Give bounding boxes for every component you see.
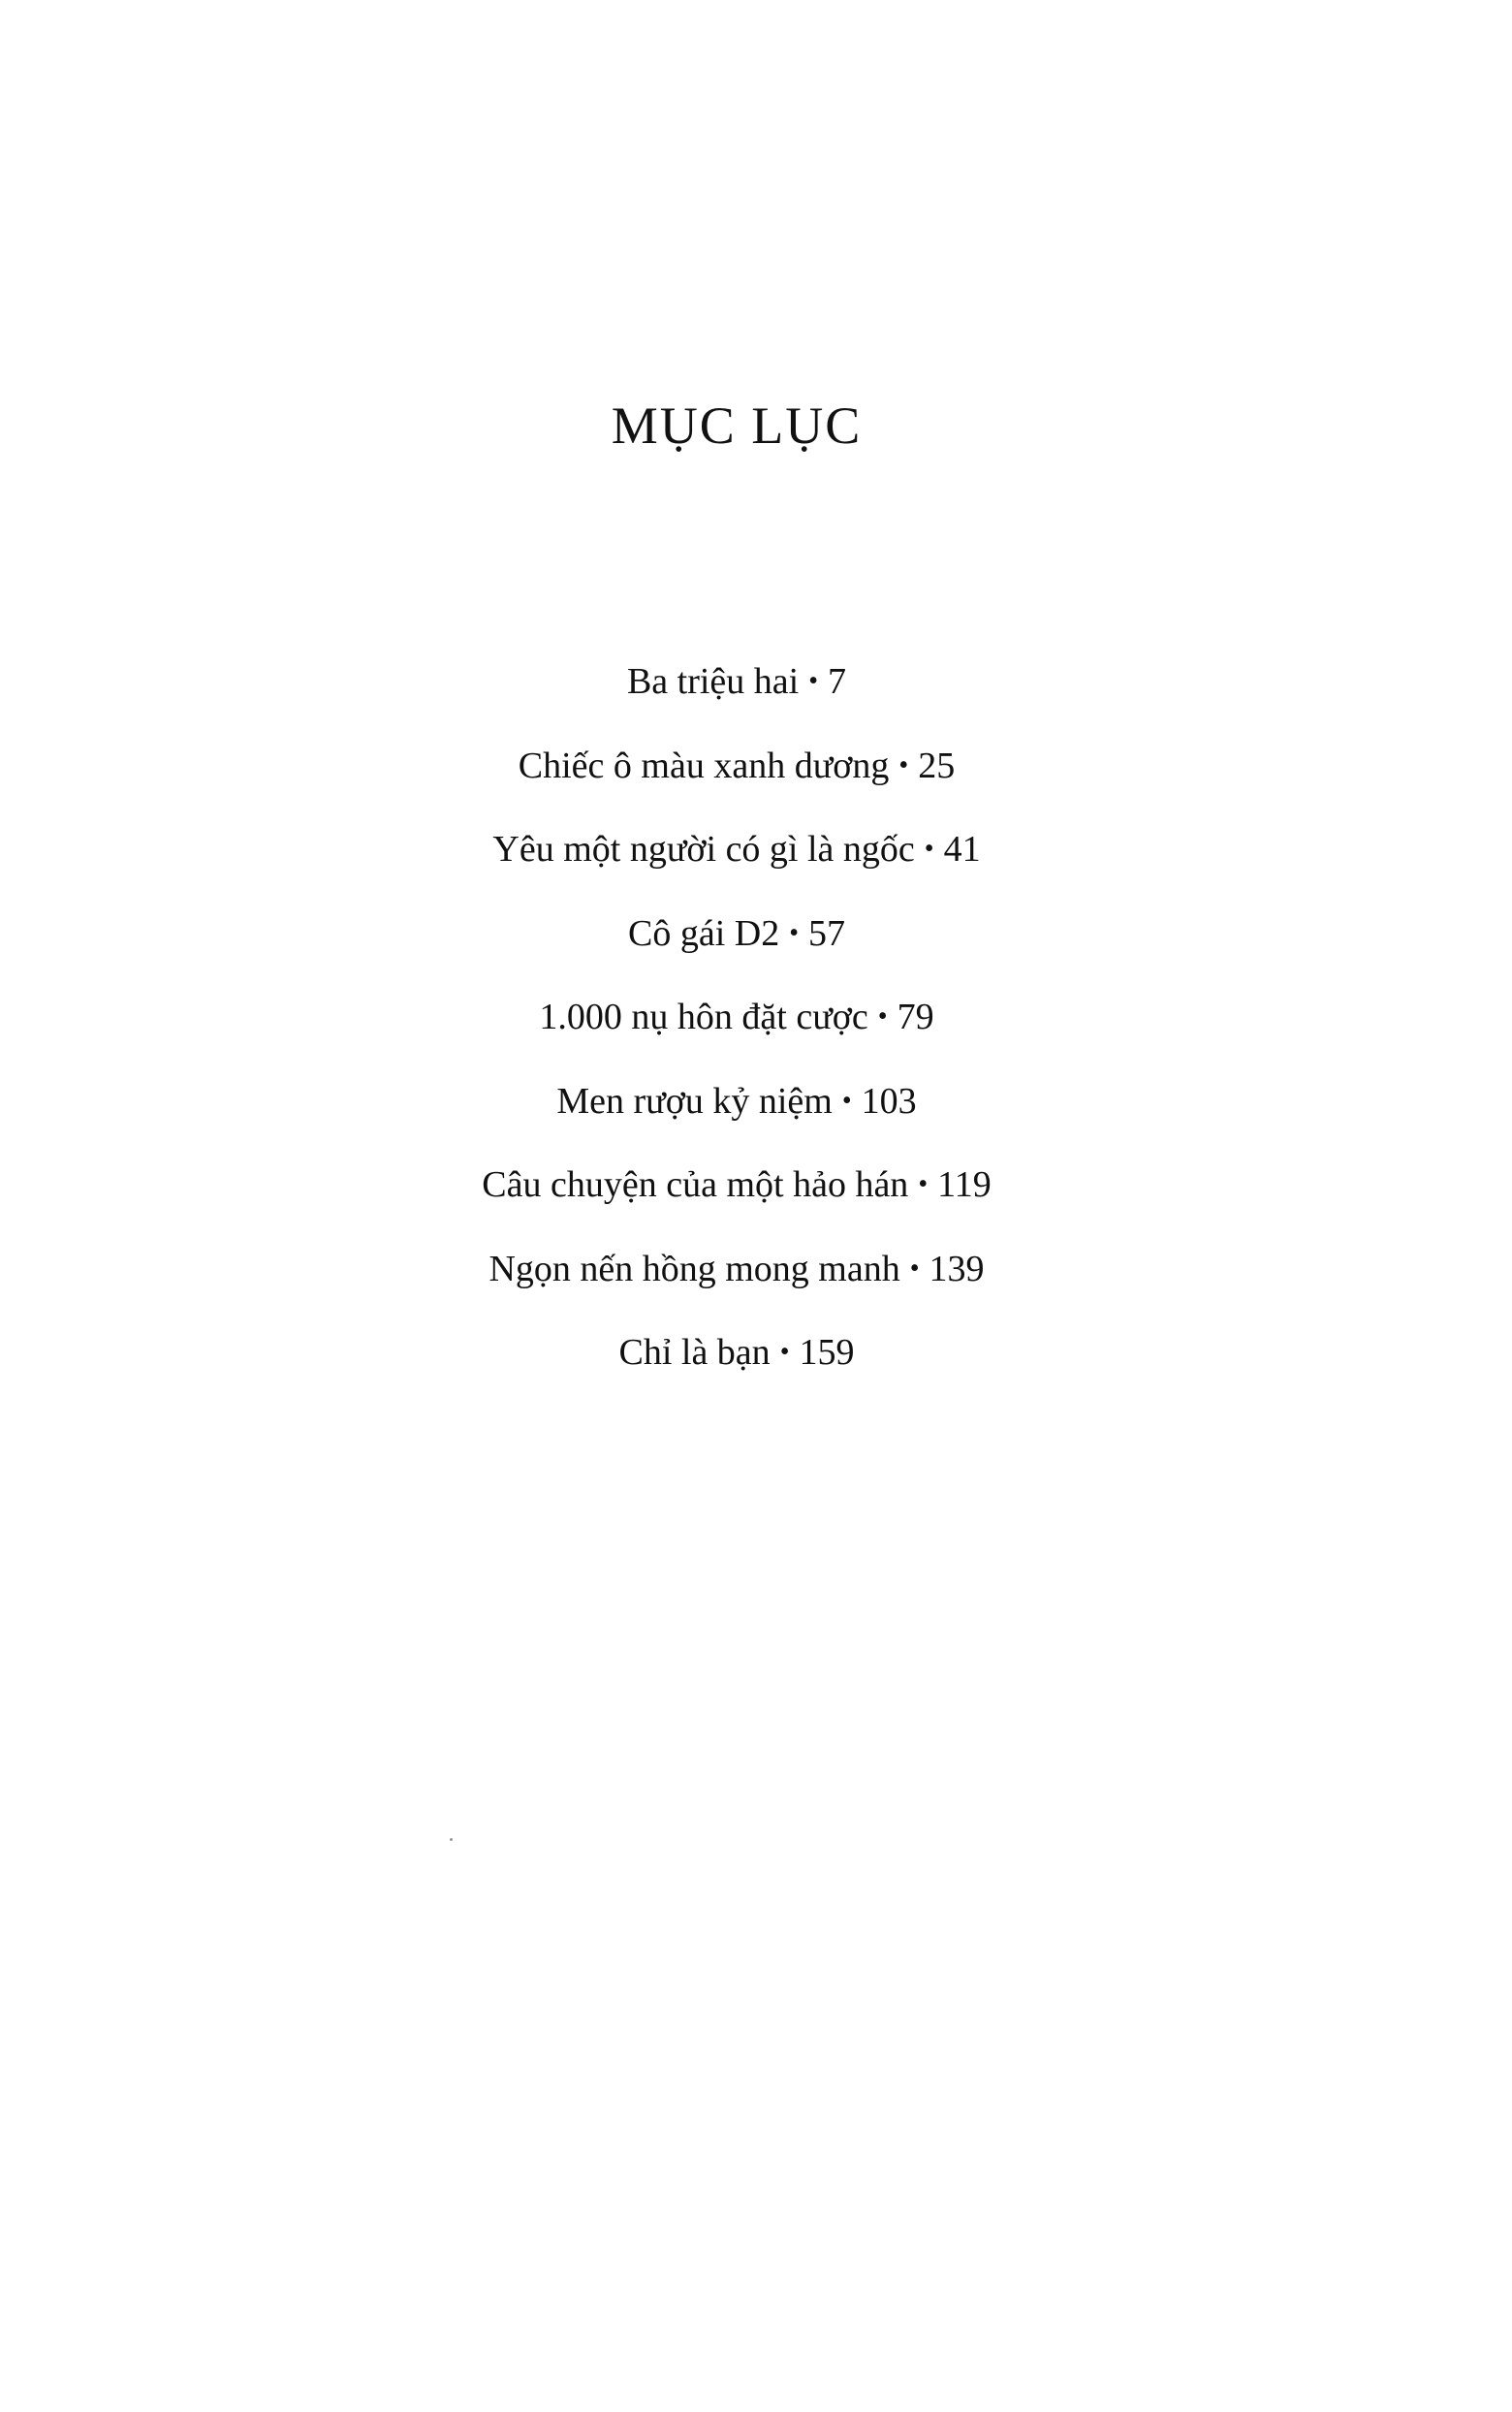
bullet-separator: • [808, 666, 819, 696]
bullet-separator: • [898, 749, 909, 780]
toc-entry-title: Chỉ là bạn [618, 1332, 771, 1373]
toc-entry-page: 139 [929, 1248, 985, 1289]
toc-entry [0, 1060, 1473, 1144]
scan-speck [450, 1838, 453, 1841]
toc-entry-title: 1.000 nụ hôn đặt cược [539, 997, 868, 1037]
bullet-separator: • [909, 1253, 920, 1284]
toc-entry-page: 79 [897, 997, 934, 1037]
toc-entry [0, 975, 1473, 1060]
toc-entry-page: 159 [799, 1332, 855, 1373]
toc-entry-title: Ngọn nến hồng mong manh [488, 1248, 900, 1289]
toc-entry-page: 41 [943, 829, 981, 870]
toc-entry [0, 808, 1473, 892]
toc-entry-title: Chiếc ô màu xanh dương [518, 745, 890, 786]
bullet-separator: • [877, 1001, 888, 1031]
toc-entry-title: Câu chuyện của một hảo hán [482, 1164, 909, 1205]
toc-entry-title: Ba triệu hai [626, 661, 800, 702]
toc-entry-page: 7 [828, 661, 847, 702]
bullet-separator: • [841, 1085, 852, 1116]
toc-entry-page: 57 [808, 912, 846, 954]
page-title: MỤC LỤC [611, 397, 863, 455]
bullet-separator: • [789, 917, 800, 948]
table-of-contents [0, 640, 1473, 1395]
bullet-separator: • [779, 1337, 790, 1367]
toc-entry [0, 724, 1473, 809]
toc-entry-title: Cô gái D2 [627, 912, 780, 954]
toc-entry [0, 1143, 1473, 1227]
toc-entry-title: Yêu một người có gì là ngốc [492, 829, 915, 870]
bullet-separator: • [918, 1169, 929, 1199]
toc-entry-page: 119 [937, 1164, 992, 1205]
toc-entry [0, 640, 1473, 724]
toc-entry-page: 25 [918, 745, 956, 786]
toc-entry-title: Men rượu kỷ niệm [556, 1080, 833, 1122]
bullet-separator: • [924, 834, 934, 864]
toc-entry [0, 1311, 1473, 1395]
toc-entry [0, 892, 1473, 976]
toc-entry [0, 1227, 1473, 1312]
toc-entry-page: 103 [861, 1080, 917, 1122]
